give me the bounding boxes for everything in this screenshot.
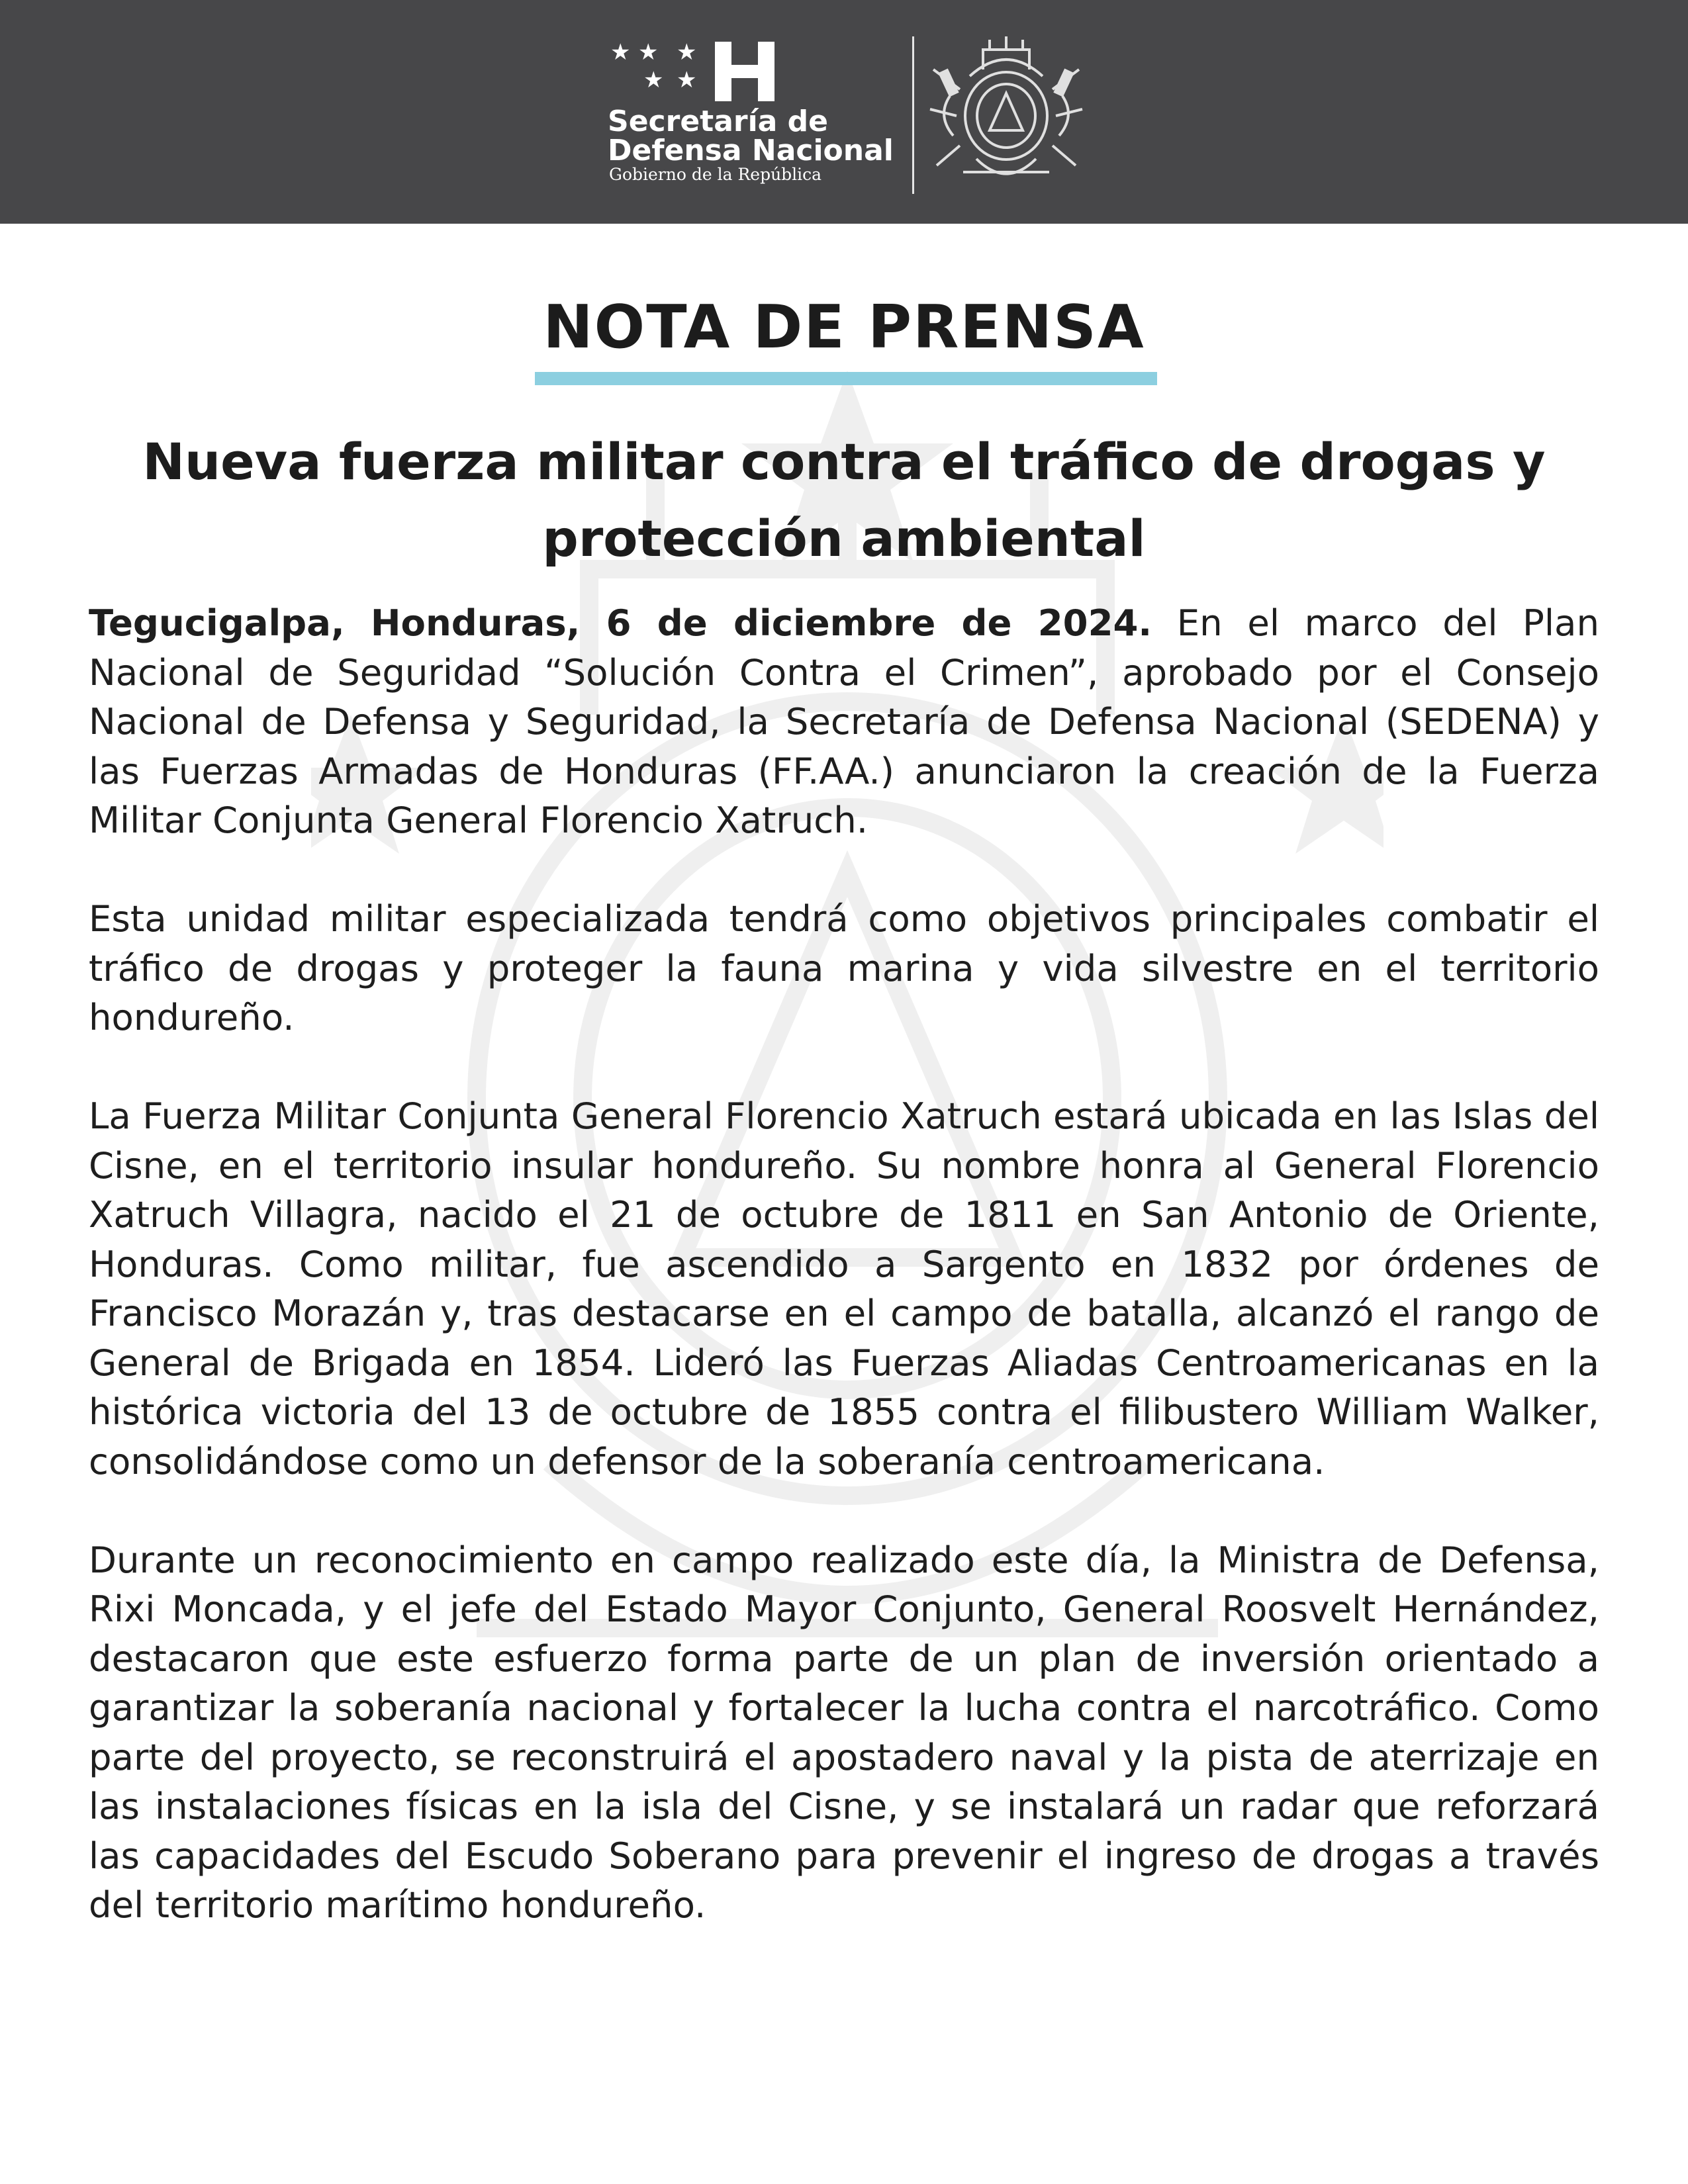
org-subtitle: Gobierno de la República: [609, 165, 822, 184]
star-icon: ★: [643, 67, 664, 93]
paragraph: Esta unidad militar especializada tendrá como objetivos principales combatir el tráfico de drogas y proteger la fauna marina y vida silvestre en el territorio hondureño.: [89, 897, 1599, 1038]
star-icon: ★: [610, 39, 631, 66]
star-icon: ★: [677, 67, 697, 93]
paragraph-text: En el marco del Plan Nacional de Seguridad “Solución Contra el Crimen”, aprobado por el Consejo Nacional de Defensa y Seguridad, la Secretaría de Defensa Nacional (SEDENA) y las Fuerzas Armadas de Honduras (FF.AA.) anunciaron la creación de la Fuerza Militar Conjunta General Florencio Xatruch.: [89, 602, 1599, 841]
org-name-line2: Defensa Nacional: [608, 134, 894, 167]
dateline: Tegucigalpa, Honduras, 6 de diciembre de 2024.: [89, 602, 1152, 644]
h-logo-icon: [712, 38, 778, 105]
title-underline: [535, 372, 1157, 385]
star-icon: ★: [677, 39, 697, 66]
paragraph: Durante un reconocimiento en campo realizado este día, la Ministra de Defensa, Rixi Moncada, y el jefe del Estado Mayor Conjunto, General Roosvelt Hernández, destacaron que este esfuerzo forma parte de un plan de inversión orientado a garantizar la soberanía nacional y fortalecer la lucha contra el narcotráfico. Como parte del proyecto, se reconstruirá el apostadero naval y la pista de aterrizaje en las instalaciones físicas en la isla del Cisne, y se instalará un radar que reforzará las capacidades del Escudo Soberano para prevenir el ingreso de drogas a través del territorio marítimo hondureño.: [89, 1538, 1599, 1926]
logo-divider: [912, 36, 914, 194]
header-bar: [0, 0, 1688, 224]
article-body: [89, 598, 1599, 1979]
org-name-line1: Secretaría de: [608, 105, 829, 138]
headline: Nueva fuerza militar contra el tráfico de drogas y protección ambiental: [142, 432, 1546, 568]
paragraph: La Fuerza Militar Conjunta General Florencio Xatruch estará ubicada en las Islas del Cisne, en el territorio insular hondureño. Su nombre honra al General Florencio Xatruch Villagra, nacido el 21 de octubre de 1811 en San Antonio de Oriente, Honduras. Como militar, fue ascendido a Sargento en 1832 por órdenes de Francisco Morazán y, tras destacarse en el campo de batalla, alcanzó el rango de General de Brigada en 1854. Lideró las Fuerzas Aliadas Centroamericanas en la histórica victoria del 13 de octubre de 1855 contra el filibustero William Walker, consolidándose como un defensor de la soberanía centroamericana.: [89, 1095, 1599, 1482]
star-icon: ★: [638, 39, 659, 66]
honduras-coat-of-arms-icon: [923, 30, 1089, 199]
paragraph: [89, 598, 1599, 845]
press-release-title: NOTA DE PRENSA: [543, 293, 1145, 362]
